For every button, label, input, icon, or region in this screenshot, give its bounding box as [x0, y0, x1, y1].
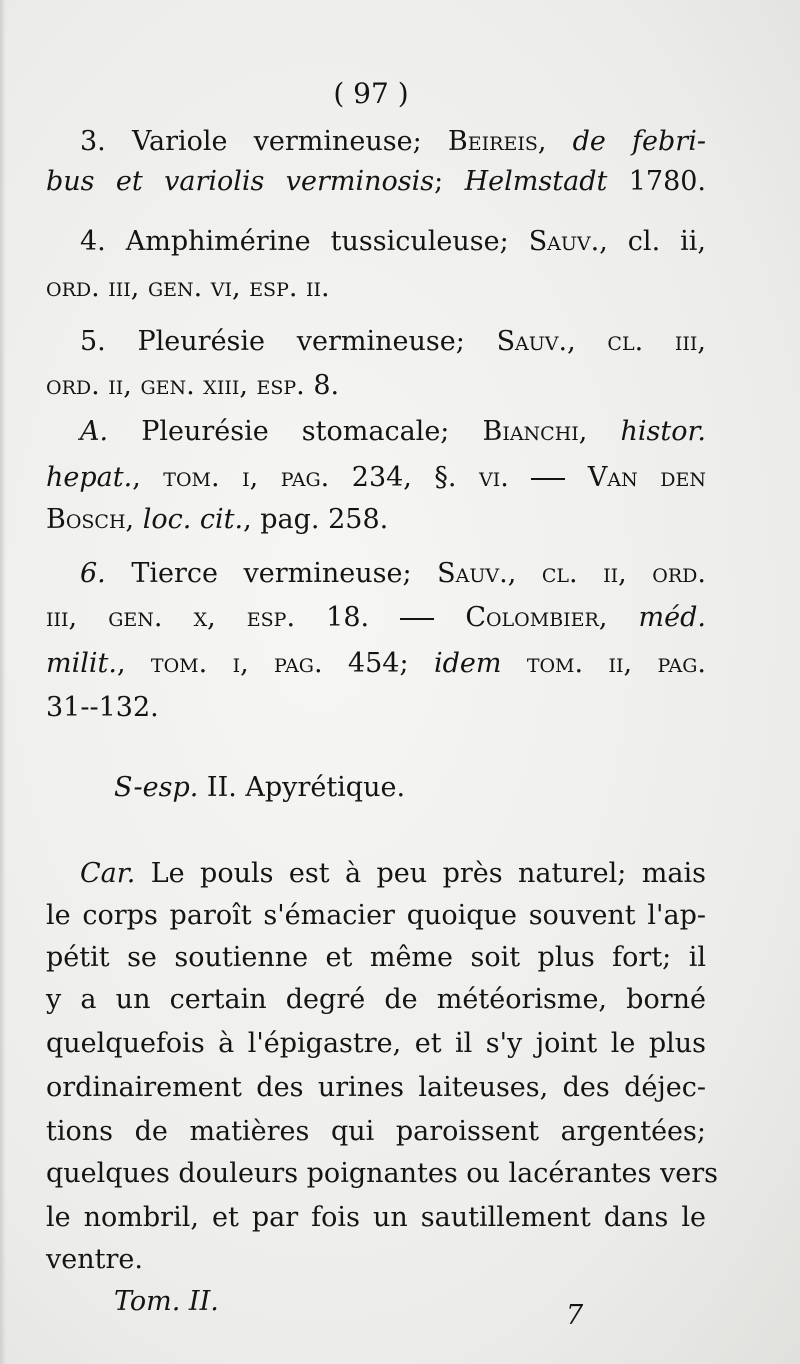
entry-reference: de febri- — [572, 126, 706, 157]
section-heading — [114, 768, 614, 808]
entry-classification: ord. ii, gen. xiii, esp. 8. — [46, 370, 340, 401]
entry-6-line-1 — [80, 554, 706, 594]
entry-title: Amphimérine tussiculeuse; — [125, 226, 509, 257]
entry-6-line-3 — [46, 644, 706, 684]
entry-reference: histor. — [620, 416, 706, 447]
paragraph-line: le corps paroît s'émacier quoique souvent l'ap- — [46, 900, 706, 931]
entry-reference: méd. — [638, 602, 706, 633]
volume-label: Tom. II. — [114, 1286, 219, 1317]
entry-classification: iii, gen. x, esp. 18. — [46, 602, 370, 633]
entry-citation: tom. ii, pag. — [526, 648, 706, 679]
entry-number: 3. — [80, 126, 106, 157]
paragraph-line: quelquefois à l'épigastre, et il s'y joint le plus — [46, 1028, 706, 1059]
entry-reference: loc. cit. — [142, 504, 244, 535]
entry-author: Sauv. — [437, 558, 508, 589]
entry-3-line-2: bus et variolis verminosis; Helmstadt 1780. — [46, 166, 707, 197]
signature-mark: 7 — [566, 1300, 584, 1331]
entry-reference: idem — [433, 648, 502, 679]
entry-3-line-1: 3. Variole vermineuse; Beireis, de febri- — [80, 126, 706, 157]
page-number: ( 97 ) — [333, 77, 409, 110]
entry-author: Bosch — [46, 504, 126, 535]
entry-classification: , cl. iii, — [567, 326, 706, 357]
entry-6-line-2: iii, gen. x, esp. 18. Colombier, méd. — [46, 602, 706, 633]
paragraph-line: ventre. — [46, 1244, 143, 1275]
car-label: Car. — [80, 858, 136, 889]
em-dash — [531, 478, 565, 480]
entry-5-line-1 — [80, 322, 706, 362]
entry-citation: , tom. i, pag. 454; — [116, 648, 409, 679]
entry-classification: ord. iii, gen. vi, esp. ii. — [46, 272, 330, 303]
paragraph-line: le nombril, et par fois un sautillement dans le — [46, 1202, 706, 1233]
paragraph-line: Car. Le pouls est à peu près naturel; mais — [80, 858, 706, 889]
paragraph-line: pétit se soutienne et même soit plus fort; il — [46, 942, 706, 973]
section-label: S-esp. — [114, 772, 199, 803]
entry-author: Sauv. — [528, 226, 600, 257]
entry-author: Sauv. — [496, 326, 568, 357]
entry-reference: milit. — [46, 648, 117, 679]
entry-title: Tierce vermineuse; — [131, 558, 412, 589]
entry-author: Van den — [587, 462, 706, 493]
entry-4-line-2 — [46, 268, 706, 308]
entry-reference: hepat. — [46, 462, 133, 493]
em-dash — [400, 618, 434, 620]
paragraph-line: quelques douleurs poignantes ou lacérantes vers — [46, 1158, 718, 1189]
entry-author: Bianchi — [482, 416, 579, 447]
entry-4-line-1 — [80, 222, 706, 262]
entry-citation: , pag. 258. — [243, 504, 389, 535]
entry-citation: 31--132. — [46, 692, 159, 723]
entry-reference: bus et variolis verminosis — [46, 166, 435, 197]
entry-title: Pleurésie stomacale; — [141, 416, 450, 447]
entry-5-line-2 — [46, 366, 706, 406]
entry-classification: , cl. ii, ord. — [507, 558, 706, 589]
paragraph-line: y a un certain degré de météorisme, borné — [46, 984, 706, 1015]
entry-number: 6. — [80, 558, 106, 589]
entry-number: 4. — [80, 226, 106, 257]
paragraph-line: tions de matières qui paroissent argentées; — [46, 1116, 706, 1147]
entry-a-line-3: Bosch, loc. cit., pag. 258. — [46, 504, 389, 535]
entry-a-line-1: A. Pleurésie stomacale; Bianchi, histor. — [80, 416, 706, 447]
entry-number: 5. — [80, 326, 106, 357]
paragraph-line: ordinairement des urines laiteuses, des déjec- — [46, 1072, 706, 1103]
entry-citation: , tom. i, pag. 234, §. vi. — [132, 462, 509, 493]
entry-title: Variole vermineuse; — [131, 126, 422, 157]
entry-year: 1780. — [628, 166, 707, 197]
entry-a-line-2 — [46, 458, 706, 498]
entry-6-line-4 — [46, 688, 706, 728]
entry-author: Colombier — [465, 602, 599, 633]
entry-title: Pleurésie vermineuse; — [137, 326, 465, 357]
entry-number: A. — [80, 416, 109, 447]
entry-place: Helmstadt — [464, 166, 608, 197]
section-title: II. Apyrétique. — [206, 772, 406, 803]
entry-author: Beireis — [447, 126, 538, 157]
entry-classification: , cl. ii, — [599, 226, 706, 257]
